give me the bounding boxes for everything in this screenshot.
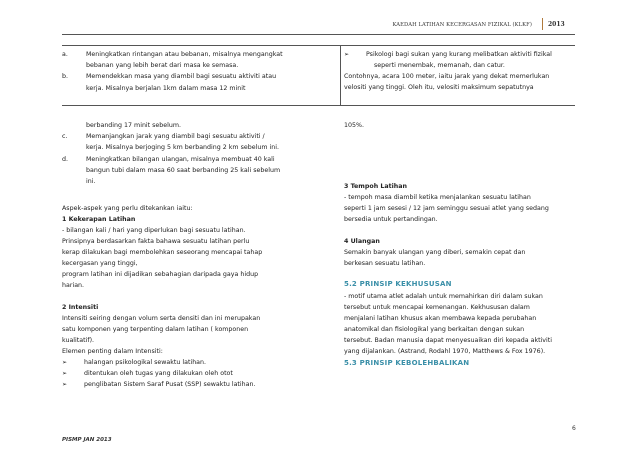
kebolehbalikan-heading: 5.3 PRINSIP KEBOLEHBALIKAN bbox=[344, 359, 470, 367]
kekhususan-line: tersebut untuk mencapai kemenangan. Kekhususan dalam bbox=[344, 304, 530, 311]
list-item bbox=[62, 154, 340, 188]
intensiti-line: kualitatif). bbox=[62, 337, 95, 344]
right-continue-text: 105%. bbox=[344, 122, 365, 129]
list-line: kerja. Misalnya berjoging 5 km berbanding 2 km sebelum ini. bbox=[86, 144, 279, 152]
list-line: Meningkatkan bilangan ulangan, misalnya membuat 40 kali bbox=[86, 155, 275, 163]
kekhususan-line: yang dijalankan. (Astrand, Rodahl 1970, Matthews & Fox 1976). bbox=[344, 348, 546, 355]
kekhususan-line: menjalani latihan khusus akan membawa kepada perubahan bbox=[344, 315, 537, 322]
kekerapan-line: Prinsipnya berdasarkan fakta bahawa sesuatu latihan perlu bbox=[62, 238, 250, 245]
footer-label: PISMP JAN 2013 bbox=[62, 437, 112, 443]
page-number: 6 bbox=[572, 425, 576, 432]
header-divider bbox=[542, 18, 543, 30]
bullet-line: seperti menembak, memanah, dan catur. bbox=[374, 62, 505, 70]
list-line: bebanan yang lebih berat dari masa ke semasa. bbox=[86, 62, 239, 70]
right-top-line: velositi yang tinggi. Oleh itu, velositi maksimum sepatutnya bbox=[344, 84, 534, 91]
bullet-item: ➢ ditentukan oleh tugas yang dilakukan oleh otot bbox=[62, 368, 340, 379]
left-list-continue bbox=[62, 120, 340, 187]
kekhususan-line: anatomikal dan fisiologikal yang berkaitan dengan sukan bbox=[344, 326, 525, 333]
arrow-bullet-icon: ➢ bbox=[62, 370, 68, 378]
list-item bbox=[62, 71, 340, 93]
list-item bbox=[62, 49, 340, 71]
intensiti-line: Elemen penting dalam Intensiti: bbox=[62, 348, 163, 355]
list-line: kerja. Misalnya berjalan 1km dalam masa 12 minit bbox=[86, 84, 246, 92]
list-line: ini. bbox=[86, 178, 96, 186]
left-list-top bbox=[62, 49, 340, 94]
tempoh-heading: 3 Tempoh Latihan bbox=[344, 183, 408, 190]
kekhususan-line: - motif utama atlet adalah untuk memahirkan diri dalam sukan bbox=[344, 293, 543, 300]
right-top-line: Contohnya, acara 100 meter, iaitu jarak yang dekat memerlukan bbox=[344, 73, 550, 80]
kekerapan-line: harian. bbox=[62, 282, 85, 289]
list-line: bangun tubi dalam masa 60 saat berbanding 25 kali sebelum bbox=[86, 166, 281, 174]
list-line: Memendekkan masa yang diambil bagi sesuatu aktiviti atau bbox=[86, 73, 277, 81]
right-top-bullet bbox=[344, 49, 576, 71]
list-marker: b. bbox=[62, 73, 68, 81]
intensiti-bullets bbox=[62, 357, 340, 391]
kekerapan-line: - bilangan kali / hari yang diperlukan bagi sesuatu latihan. bbox=[62, 227, 246, 234]
arrow-bullet-icon: ➢ bbox=[344, 51, 350, 58]
list-line: berbanding 17 minit sebelum. bbox=[86, 122, 182, 129]
intensiti-heading: 2 Intensiti bbox=[62, 304, 99, 311]
running-header-title: KAEDAH LATIHAN KECERGASAN FIZIKAL (KLKF) bbox=[392, 22, 532, 28]
kekerapan-heading: 1 Kekerapan Latihan bbox=[62, 216, 136, 223]
list-marker: d. bbox=[62, 155, 68, 163]
kekerapan-line: kecergasan yang tinggi, bbox=[62, 260, 138, 267]
arrow-bullet-icon: ➢ bbox=[62, 359, 68, 366]
running-header-year: 2013 bbox=[548, 21, 565, 28]
kekerapan-line: program latihan ini dijadikan sebahagian daripada gaya hidup bbox=[62, 271, 259, 278]
list-marker: a. bbox=[62, 51, 68, 58]
table-column-divider bbox=[340, 45, 341, 106]
intensiti-line: Intensiti seiring dengan volum serta densiti dan ini merupakan bbox=[62, 315, 261, 322]
ulangan-line: berkesan sesuatu latihan. bbox=[344, 260, 426, 267]
aspek-intro: Aspek-aspek yang perlu ditekankan iaitu: bbox=[62, 205, 193, 212]
kekerapan-line: kerap dilakukan bagi membolehkan seseorang mencapai tahap bbox=[62, 249, 263, 256]
table-bottom-rule bbox=[62, 105, 575, 106]
tempoh-line: - tempoh masa diambil ketika menjalankan sesuatu latihan bbox=[344, 194, 531, 201]
arrow-bullet-icon: ➢ bbox=[62, 381, 68, 389]
bullet-line: Psikologi bagi sukan yang kurang melibatkan aktiviti fizikal bbox=[366, 51, 552, 58]
kekhususan-heading: 5.2 PRINSIP KEKHUSUSAN bbox=[344, 280, 452, 288]
list-item bbox=[62, 131, 340, 153]
bullet-item: ➢ penglibatan Sistem Saraf Pusat (SSP) sewaktu latihan. bbox=[62, 379, 340, 390]
list-line: Memanjangkan jarak yang diambil bagi sesuatu aktiviti / bbox=[86, 133, 265, 141]
list-line: Meningkatkan rintangan atau bebanan, misalnya mengangkat bbox=[86, 51, 283, 58]
table-top-rule bbox=[62, 45, 575, 46]
ulangan-line: Semakin banyak ulangan yang diberi, semakin cepat dan bbox=[344, 249, 526, 256]
header-rule bbox=[62, 34, 575, 35]
list-item bbox=[62, 120, 340, 131]
bullet-item: ➢ halangan psikologikal sewaktu latihan. bbox=[62, 357, 340, 368]
intensiti-line: satu komponen yang terpenting dalam latihan ( komponen bbox=[62, 326, 249, 333]
ulangan-heading: 4 Ulangan bbox=[344, 238, 380, 245]
tempoh-line: seperti 1 jam sesesi / 12 jam seminggu sesuai atlet yang sedang bbox=[344, 205, 549, 212]
kekhususan-line: tersebut. Badan manusia dapat menyesuaikan diri kepada aktiviti bbox=[344, 337, 552, 344]
list-marker: c. bbox=[62, 133, 68, 141]
tempoh-line: bersedia untuk pertandingan. bbox=[344, 216, 438, 223]
